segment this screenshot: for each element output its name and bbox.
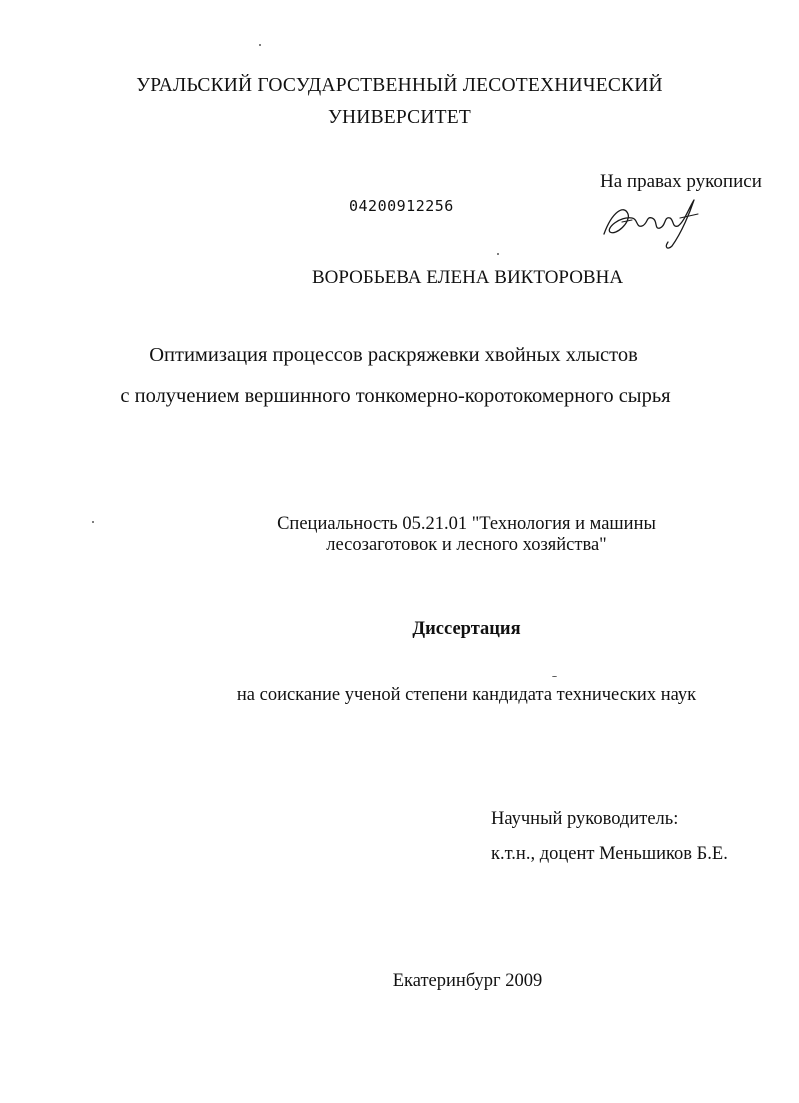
supervisor-name: к.т.н., доцент Меньшиков Б.Е. xyxy=(491,844,728,864)
manuscript-rights-label: На правах рукописи xyxy=(600,171,762,192)
signature-icon xyxy=(598,192,708,252)
scan-speck xyxy=(92,521,94,523)
scan-speck xyxy=(259,44,261,46)
document-type: Диссертация xyxy=(412,619,521,639)
university-name-line1: УРАЛЬСКИЙ ГОСУДАРСТВЕННЫЙ ЛЕСОТЕХНИЧЕСКИЙ xyxy=(136,75,663,96)
author-name: ВОРОБЬЕВА ЕЛЕНА ВИКТОРОВНА xyxy=(311,267,624,288)
university-name-line2: УНИВЕРСИТЕТ xyxy=(328,107,471,128)
dissertation-title-line2: с получением вершинного тонкомерно-коротокомерного сырья xyxy=(120,385,671,407)
city-and-year: Екатеринбург 2009 xyxy=(392,971,543,991)
registration-stamp-number: 04200912256 xyxy=(349,197,454,215)
specialty-line1: Специальность 05.21.01 "Технология и машины xyxy=(277,514,656,534)
degree-statement: на соискание ученой степени кандидата технических наук xyxy=(236,685,697,705)
supervisor-label: Научный руководитель: xyxy=(491,809,679,829)
scan-speck xyxy=(497,253,499,255)
specialty-line2: лесозаготовок и лесного хозяйства" xyxy=(326,535,607,555)
dissertation-title-line1: Оптимизация процессов раскряжевки хвойных хлыстов xyxy=(149,344,638,366)
scan-speck xyxy=(552,676,557,677)
